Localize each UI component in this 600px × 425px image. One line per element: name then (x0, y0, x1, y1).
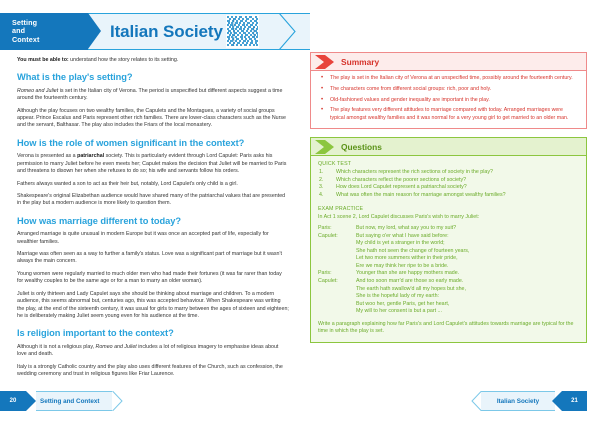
quick-test-label: QUICK TEST (318, 161, 352, 168)
dialogue-line: Younger than she are happy mothers made. (356, 270, 460, 277)
qr-side-label-right: Setting (251, 26, 256, 38)
footer-left (0, 391, 125, 411)
dialogue-line: My will to her consent is but a part ... (356, 308, 442, 315)
dialogue-line: The earth hath swallow'd all my hopes but she, (356, 285, 466, 292)
list-item-number: 3. (319, 184, 324, 191)
summary-box-header (311, 53, 586, 71)
dialogue-speaker-empty (318, 248, 356, 256)
header-tab-arrow-icon (88, 13, 101, 49)
questions-arrow-icon (315, 140, 335, 154)
dialogue-row (318, 240, 579, 248)
dialogue-line: And too soon marr'd are those so early made. (356, 278, 464, 284)
section-paragraph: Fathers always wanted a son to act as their heir but, notably, Lord Capulet's only child is a girl. (17, 180, 238, 187)
footer-right-page-number: 21 (571, 398, 578, 404)
dialogue-speaker: Paris: (318, 225, 332, 232)
objective-prefix: You must be able to: (17, 57, 69, 63)
list-item (316, 86, 578, 93)
dialogue-speaker: Capulet: (318, 278, 338, 284)
header-section-tab (0, 13, 88, 50)
page-title: Italian Society (110, 21, 223, 41)
list-item-text: Which characters reflect the poorer sections of society? (336, 176, 467, 183)
list-item-text: Old-fashioned values and gender inequality are important in the play. (330, 96, 490, 103)
footer-left-page-tab (0, 391, 26, 411)
summary-box-body (311, 71, 586, 128)
dialogue-speaker-empty (318, 301, 356, 309)
questions-box-header (311, 138, 586, 156)
footer-left-label: Setting and Context (40, 397, 100, 405)
list-item-text: The play is set in the Italian city of Verona at an unspecified time, possibly around the fourteenth century. (330, 75, 573, 81)
dialogue-line: She hath not seen the change of fourteen years, (356, 247, 470, 254)
list-item (318, 184, 579, 192)
section-paragraph: Marriage was often seen as a way to further a family's status. Love was a significant part of marriage but it wasn't always the main concern. (17, 251, 282, 265)
dialogue-speaker-empty (318, 240, 356, 248)
dialogue-speaker-empty (318, 286, 356, 294)
objective-text: understand how the story relates to its setting. (68, 57, 179, 63)
page-header (0, 13, 310, 50)
footer-left-page-number: 20 (9, 398, 17, 404)
list-item-text: What was often the main reason for marriage amongst wealthy families? (336, 191, 506, 198)
list-item-text: Which characters represent the rich sections of society in the play? (336, 169, 493, 176)
questions-title: Questions (341, 141, 382, 152)
left-content-column (17, 57, 289, 378)
right-content-column (310, 52, 587, 343)
dialogue-speaker: Capulet: (318, 232, 338, 239)
footer-left-tab-arrow-icon (26, 391, 36, 411)
section-paragraph: Arranged marriage is quite unusual in modern Europe but it was once an accepted part of life, especially for wealthier families. (17, 231, 269, 245)
quick-test-list (318, 169, 579, 199)
list-item (316, 97, 578, 104)
dialogue-speaker-empty (318, 263, 356, 271)
bullet-icon: • (321, 96, 324, 103)
section-paragraph: Although it is not a religious play, Romeo and Juliet includes a lot of religious imagery to emphasise ideas about love and death. (17, 343, 279, 358)
section-heading-religion: Is religion important to the context? (17, 328, 174, 339)
dialogue-line: But saying o'er what I have said before: (356, 232, 449, 239)
bullet-icon: • (321, 107, 324, 114)
dialogue-row (318, 255, 579, 263)
qr-code-region (226, 13, 310, 50)
dialogue-row (318, 278, 579, 286)
dialogue-row (318, 286, 579, 294)
list-item (318, 192, 579, 200)
dialogue-row (318, 248, 579, 256)
questions-box (310, 137, 587, 343)
dialogue-line: She is the hopeful lady of my earth: (356, 293, 440, 300)
list-item (318, 169, 579, 177)
section-paragraph: Romeo and Juliet is set in the Italian city of Verona. The period is unspecified but different aspects suggest a time around the fourteenth century. (17, 87, 283, 102)
section-heading-women: How is the role of women significant in the context? (17, 137, 245, 148)
section-heading-setting: What is the play's setting? (17, 72, 133, 83)
qr-side-label-left: Romeo and Juliet (231, 18, 236, 46)
dialogue-row (318, 308, 579, 316)
section-paragraph: Young women were regularly married to much older men who had made their fortunes (it was far rarer than today for wealthy couples to be the same age or for a man to marry an older woman). (17, 271, 282, 285)
summary-title: Summary (341, 56, 380, 67)
learning-objective (17, 57, 289, 64)
summary-bullet-list (316, 75, 578, 122)
dialogue-extract (318, 225, 579, 316)
dialogue-line: My child is yet a stranger in the world; (356, 240, 445, 247)
dialogue-speaker-empty (318, 293, 356, 301)
section-paragraph: Verona is presented as a patriarchal society. This is particularly evident through Lord Capulet: Paris asks his permission to marry Juliet before he even meets her; Capulet makes the decision that Juliet will be married to Paris and threatens to disown her when she refuses to do so; his wife and servants follow his orders. (17, 153, 287, 174)
list-item-text: How does Lord Capulet represent a patriarchal society? (336, 184, 467, 191)
dialogue-speaker: Paris: (318, 270, 332, 277)
header-outline-chevron-icon (278, 13, 298, 50)
list-item-number: 4. (319, 191, 324, 198)
dialogue-row (318, 301, 579, 309)
dialogue-row (318, 293, 579, 301)
summary-box (310, 52, 587, 129)
bullet-icon: • (321, 85, 324, 92)
dialogue-row (318, 233, 579, 241)
footer-right-band (481, 391, 555, 411)
footer-right (470, 391, 600, 411)
footer-right-label: Italian Society (496, 397, 540, 405)
dialogue-speaker-empty (318, 255, 356, 263)
dialogue-line: But woo her, gentle Paris, get her heart, (356, 300, 450, 307)
footer-left-band (36, 391, 112, 411)
exam-practice-label: EXAM PRACTICE (318, 205, 364, 212)
list-item-number: 1. (319, 169, 324, 176)
dialogue-row (318, 263, 579, 271)
summary-arrow-icon (315, 55, 335, 69)
header-section-tab-label: Setting and Context (12, 17, 40, 44)
section-paragraph: Italy is a strongly Catholic country and the play also uses different features of the Church, such as confession, the wedding ceremony and trust in religious figures like Friar Laurence. (17, 363, 283, 377)
footer-right-tab-arrow-icon (552, 391, 562, 411)
dialogue-speaker-empty (318, 308, 356, 316)
exam-practice-intro: In Act 1 scene 2, Lord Capulet discusses Paris's wish to marry Juliet: (318, 213, 480, 220)
section-paragraph: Although the play focuses on two wealthy families, the Capulets and the Montagues, a variety of social groups appear. Prince Escalus and Paris represent other rich families. There are lower-class characters such as the Nurse and the servant, Balthasar. The play also includes the Friars of the local monastery. (17, 107, 286, 129)
footer-right-page-tab (562, 391, 587, 411)
exam-practice-task: Write a paragraph explaining how far Paris's and Lord Capulet's attitudes towards marriage are typical for the time in which the play is set. (318, 320, 574, 335)
list-item (318, 177, 579, 185)
bullet-icon: • (321, 75, 324, 81)
dialogue-line: But now, my lord, what say you to my suit? (356, 225, 457, 232)
dialogue-row (318, 225, 579, 233)
dialogue-row (318, 270, 579, 278)
list-item (316, 75, 578, 82)
footer-left-chevron-icon (112, 391, 124, 411)
list-item (316, 107, 578, 122)
dialogue-line: Ere we may think her ripe to be a bride. (356, 262, 449, 269)
section-heading-marriage: How was marriage different to today? (17, 215, 182, 226)
section-paragraph: Shakespeare's original Elizabethan audience would have shared many of the patriarchal values that are presented in the play but a modern audience is more likely to question them. (17, 193, 286, 207)
questions-box-body (311, 156, 586, 342)
section-paragraph: Juliet is only thirteen and Lady Capulet says she should be thinking about marriage and children. To a modern audience, this seems abnormal but, centuries ago, this was accepted behaviour. When Shakespeare was writing the play, at the end of the sixteenth century, it was usual for girls to marry between the ages of sixteen and eighteen; he is deliberately making Juliet seem young even for his audience at the time. (17, 290, 289, 319)
list-item-number: 2. (319, 176, 324, 183)
dialogue-line: Let two more summers wither in their pride, (356, 255, 458, 262)
list-item-text: The characters come from different social groups: rich, poor and holy. (330, 85, 492, 92)
list-item-text: The play features very different attitudes to marriage compared with today. Arranged marriages were typical amongst wealthy families and it was normal for a very young girl to get married to an older man. (330, 107, 569, 121)
